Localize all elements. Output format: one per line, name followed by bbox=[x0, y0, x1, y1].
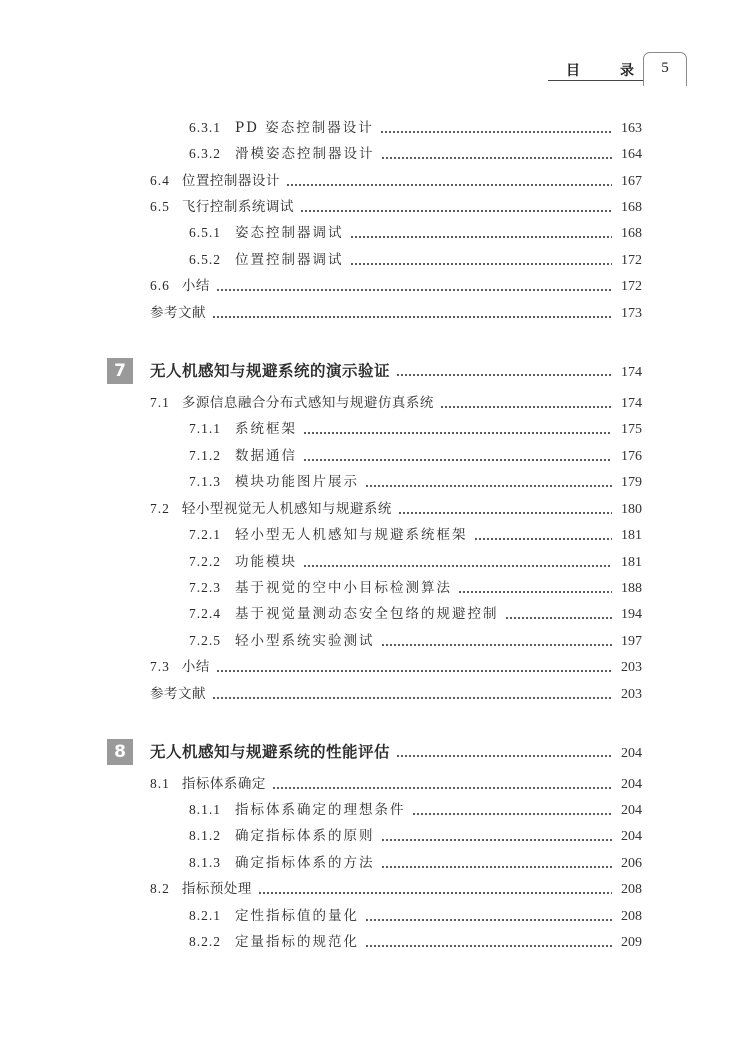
toc-entry[interactable] bbox=[189, 419, 642, 440]
toc-title: 模块功能图片展示 bbox=[235, 474, 359, 490]
toc-page: 203 bbox=[621, 660, 642, 675]
toc-page: 204 bbox=[621, 829, 642, 844]
toc-title: 多源信息融合分布式感知与规避仿真系统 bbox=[181, 395, 434, 411]
toc-entry[interactable] bbox=[189, 552, 642, 573]
toc-number: 7.2.5 bbox=[189, 633, 221, 648]
dot-leader bbox=[381, 156, 613, 160]
toc-title: 轻小型无人机感知与规避系统框架 bbox=[235, 527, 468, 543]
dot-leader bbox=[440, 405, 612, 409]
toc-title: 位置控制器设计 bbox=[181, 173, 280, 189]
chapter-heading[interactable] bbox=[150, 361, 642, 383]
toc-number: 6.5.2 bbox=[189, 252, 221, 267]
toc-number: 7.2.3 bbox=[189, 580, 221, 595]
toc-number: 7.3 bbox=[150, 659, 170, 674]
toc-entry[interactable] bbox=[189, 144, 642, 165]
toc-page: 209 bbox=[621, 935, 642, 950]
toc-page: 163 bbox=[621, 121, 642, 136]
dot-leader bbox=[474, 537, 613, 541]
toc-title: 滑模姿态控制器设计 bbox=[235, 146, 375, 162]
toc-page: 168 bbox=[621, 200, 642, 215]
toc-title: 系统框架 bbox=[235, 421, 297, 437]
dot-leader bbox=[396, 754, 612, 758]
toc-number: 7.2.2 bbox=[189, 554, 221, 569]
toc-number: 8.2.1 bbox=[189, 908, 221, 923]
dot-leader bbox=[272, 786, 612, 790]
dot-leader bbox=[350, 235, 613, 239]
toc-entry[interactable] bbox=[189, 578, 642, 599]
toc-page: 174 bbox=[621, 396, 642, 411]
dot-leader bbox=[303, 564, 612, 568]
toc-entry[interactable] bbox=[189, 604, 642, 625]
dot-leader bbox=[258, 891, 612, 895]
toc-page: 203 bbox=[621, 687, 642, 702]
toc-number: 7.1.1 bbox=[189, 421, 221, 436]
toc-entry[interactable] bbox=[189, 472, 642, 493]
toc-number: 7.2 bbox=[150, 501, 170, 516]
toc-number: 8.2.2 bbox=[189, 934, 221, 949]
toc-page: 173 bbox=[621, 306, 642, 321]
toc-entry[interactable] bbox=[189, 118, 642, 139]
chapter-title: 无人机感知与规避系统的演示验证 bbox=[150, 362, 391, 380]
toc-number: 6.6 bbox=[150, 278, 170, 293]
toc-entry[interactable] bbox=[189, 250, 642, 271]
dot-leader bbox=[412, 812, 613, 816]
dot-leader bbox=[216, 288, 612, 292]
toc-entry[interactable] bbox=[150, 171, 642, 192]
toc-title: 基于视觉的空中小目标检测算法 bbox=[235, 580, 452, 596]
toc-title: 基于视觉量测动态安全包络的规避控制 bbox=[235, 606, 499, 622]
toc-page: 204 bbox=[621, 777, 642, 792]
toc-entry[interactable] bbox=[189, 906, 642, 927]
dot-leader bbox=[216, 669, 612, 673]
toc-number: 8.2 bbox=[150, 881, 170, 896]
toc-entry[interactable] bbox=[150, 276, 642, 297]
header-char-1: 目 bbox=[566, 63, 580, 79]
toc-page: 206 bbox=[621, 856, 642, 871]
toc-number: 7.1.3 bbox=[189, 474, 221, 489]
toc-page: 168 bbox=[621, 226, 642, 241]
dot-leader bbox=[365, 484, 612, 488]
toc-title: 指标体系确定 bbox=[181, 776, 266, 792]
toc-title: 指标预处理 bbox=[181, 881, 252, 897]
toc-entry[interactable] bbox=[189, 932, 642, 953]
toc-title: 小结 bbox=[181, 659, 210, 675]
toc-page: 172 bbox=[621, 279, 642, 294]
header-char-2: 录 bbox=[620, 63, 634, 79]
toc-page: 164 bbox=[621, 147, 642, 162]
toc-entry[interactable] bbox=[150, 774, 642, 795]
toc-number: 8.1.3 bbox=[189, 855, 221, 870]
toc-title: 轻小型视觉无人机感知与规避系统 bbox=[181, 501, 392, 517]
dot-leader bbox=[381, 643, 613, 647]
toc-page: 188 bbox=[621, 581, 642, 596]
toc-title: 轻小型系统实验测试 bbox=[235, 633, 375, 649]
toc-entry-references[interactable] bbox=[150, 684, 642, 705]
dot-leader bbox=[212, 315, 612, 319]
toc-entry[interactable] bbox=[150, 499, 642, 520]
dot-leader bbox=[300, 209, 612, 213]
toc-title: 参考文献 bbox=[150, 305, 206, 321]
toc-page: 175 bbox=[621, 422, 642, 437]
dot-leader bbox=[505, 616, 613, 620]
toc-page: 181 bbox=[621, 555, 642, 570]
toc-page: 174 bbox=[621, 365, 642, 380]
toc-entry[interactable] bbox=[150, 879, 642, 900]
toc-entry[interactable] bbox=[189, 631, 642, 652]
toc-page: 208 bbox=[621, 909, 642, 924]
toc-number: 6.5.1 bbox=[189, 225, 221, 240]
dot-leader bbox=[396, 373, 612, 377]
toc-number: 7.2.4 bbox=[189, 606, 221, 621]
dot-leader bbox=[365, 918, 612, 922]
toc-page: 176 bbox=[621, 449, 642, 464]
toc-page: 204 bbox=[621, 803, 642, 818]
dot-leader bbox=[286, 183, 612, 187]
toc-title: 位置控制器调试 bbox=[235, 252, 344, 268]
toc-page: 179 bbox=[621, 475, 642, 490]
chapter-badge: 7 bbox=[107, 358, 133, 384]
toc-title: 姿态控制器调试 bbox=[235, 225, 344, 241]
dot-leader bbox=[381, 865, 613, 869]
dot-leader bbox=[212, 696, 612, 700]
toc-title: 确定指标体系的方法 bbox=[235, 855, 375, 871]
toc-entry[interactable] bbox=[150, 197, 642, 218]
toc-entry[interactable] bbox=[189, 223, 642, 244]
toc-number: 6.4 bbox=[150, 173, 170, 188]
toc-entry[interactable] bbox=[189, 800, 642, 821]
toc-title: 定量指标的规范化 bbox=[235, 934, 359, 950]
toc-entry-references[interactable] bbox=[150, 303, 642, 324]
toc-title: 飞行控制系统调试 bbox=[181, 199, 294, 215]
toc-entry[interactable] bbox=[150, 393, 642, 414]
toc-page: 181 bbox=[621, 528, 642, 543]
toc-number: 7.1 bbox=[150, 395, 170, 410]
toc-page: 194 bbox=[621, 607, 642, 622]
toc-page: 180 bbox=[621, 502, 642, 517]
dot-leader bbox=[381, 838, 613, 842]
toc-entry[interactable] bbox=[150, 657, 642, 678]
chapter-title: 无人机感知与规避系统的性能评估 bbox=[150, 743, 391, 761]
toc-page: 172 bbox=[621, 253, 642, 268]
toc-entry[interactable] bbox=[189, 826, 642, 847]
toc-number: 7.2.1 bbox=[189, 527, 221, 542]
page-number: 5 bbox=[661, 60, 669, 76]
toc-page: 197 bbox=[621, 634, 642, 649]
toc-title: 功能模块 bbox=[235, 554, 297, 570]
toc-number: 8.1.2 bbox=[189, 828, 221, 843]
dot-leader bbox=[350, 262, 613, 266]
toc-number: 6.3.2 bbox=[189, 146, 221, 161]
toc-number: 6.5 bbox=[150, 199, 170, 214]
toc-number: 6.3.1 bbox=[189, 120, 221, 135]
dot-leader bbox=[458, 590, 612, 594]
toc-entry[interactable] bbox=[189, 525, 642, 546]
toc-title: PD 姿态控制器设计 bbox=[235, 120, 374, 136]
toc-title: 小结 bbox=[181, 278, 210, 294]
dot-leader bbox=[380, 130, 612, 134]
chapter-heading[interactable] bbox=[150, 742, 642, 764]
dot-leader bbox=[303, 431, 612, 435]
toc-title: 参考文献 bbox=[150, 686, 206, 702]
toc-page: 167 bbox=[621, 174, 642, 189]
toc-number: 8.1.1 bbox=[189, 802, 221, 817]
toc-entry[interactable] bbox=[189, 853, 642, 874]
toc-title: 定性指标值的量化 bbox=[235, 908, 359, 924]
toc-number: 7.1.2 bbox=[189, 448, 221, 463]
toc-number: 8.1 bbox=[150, 776, 170, 791]
dot-leader bbox=[303, 458, 612, 462]
chapter-badge: 8 bbox=[107, 739, 133, 765]
dot-leader bbox=[398, 511, 612, 515]
toc-title: 确定指标体系的原则 bbox=[235, 828, 375, 844]
toc-entry[interactable] bbox=[189, 446, 642, 467]
dot-leader bbox=[365, 944, 612, 948]
toc-title: 指标体系确定的理想条件 bbox=[235, 802, 406, 818]
toc-page: 208 bbox=[621, 882, 642, 897]
toc-title: 数据通信 bbox=[235, 448, 297, 464]
toc-page: 204 bbox=[621, 746, 642, 761]
